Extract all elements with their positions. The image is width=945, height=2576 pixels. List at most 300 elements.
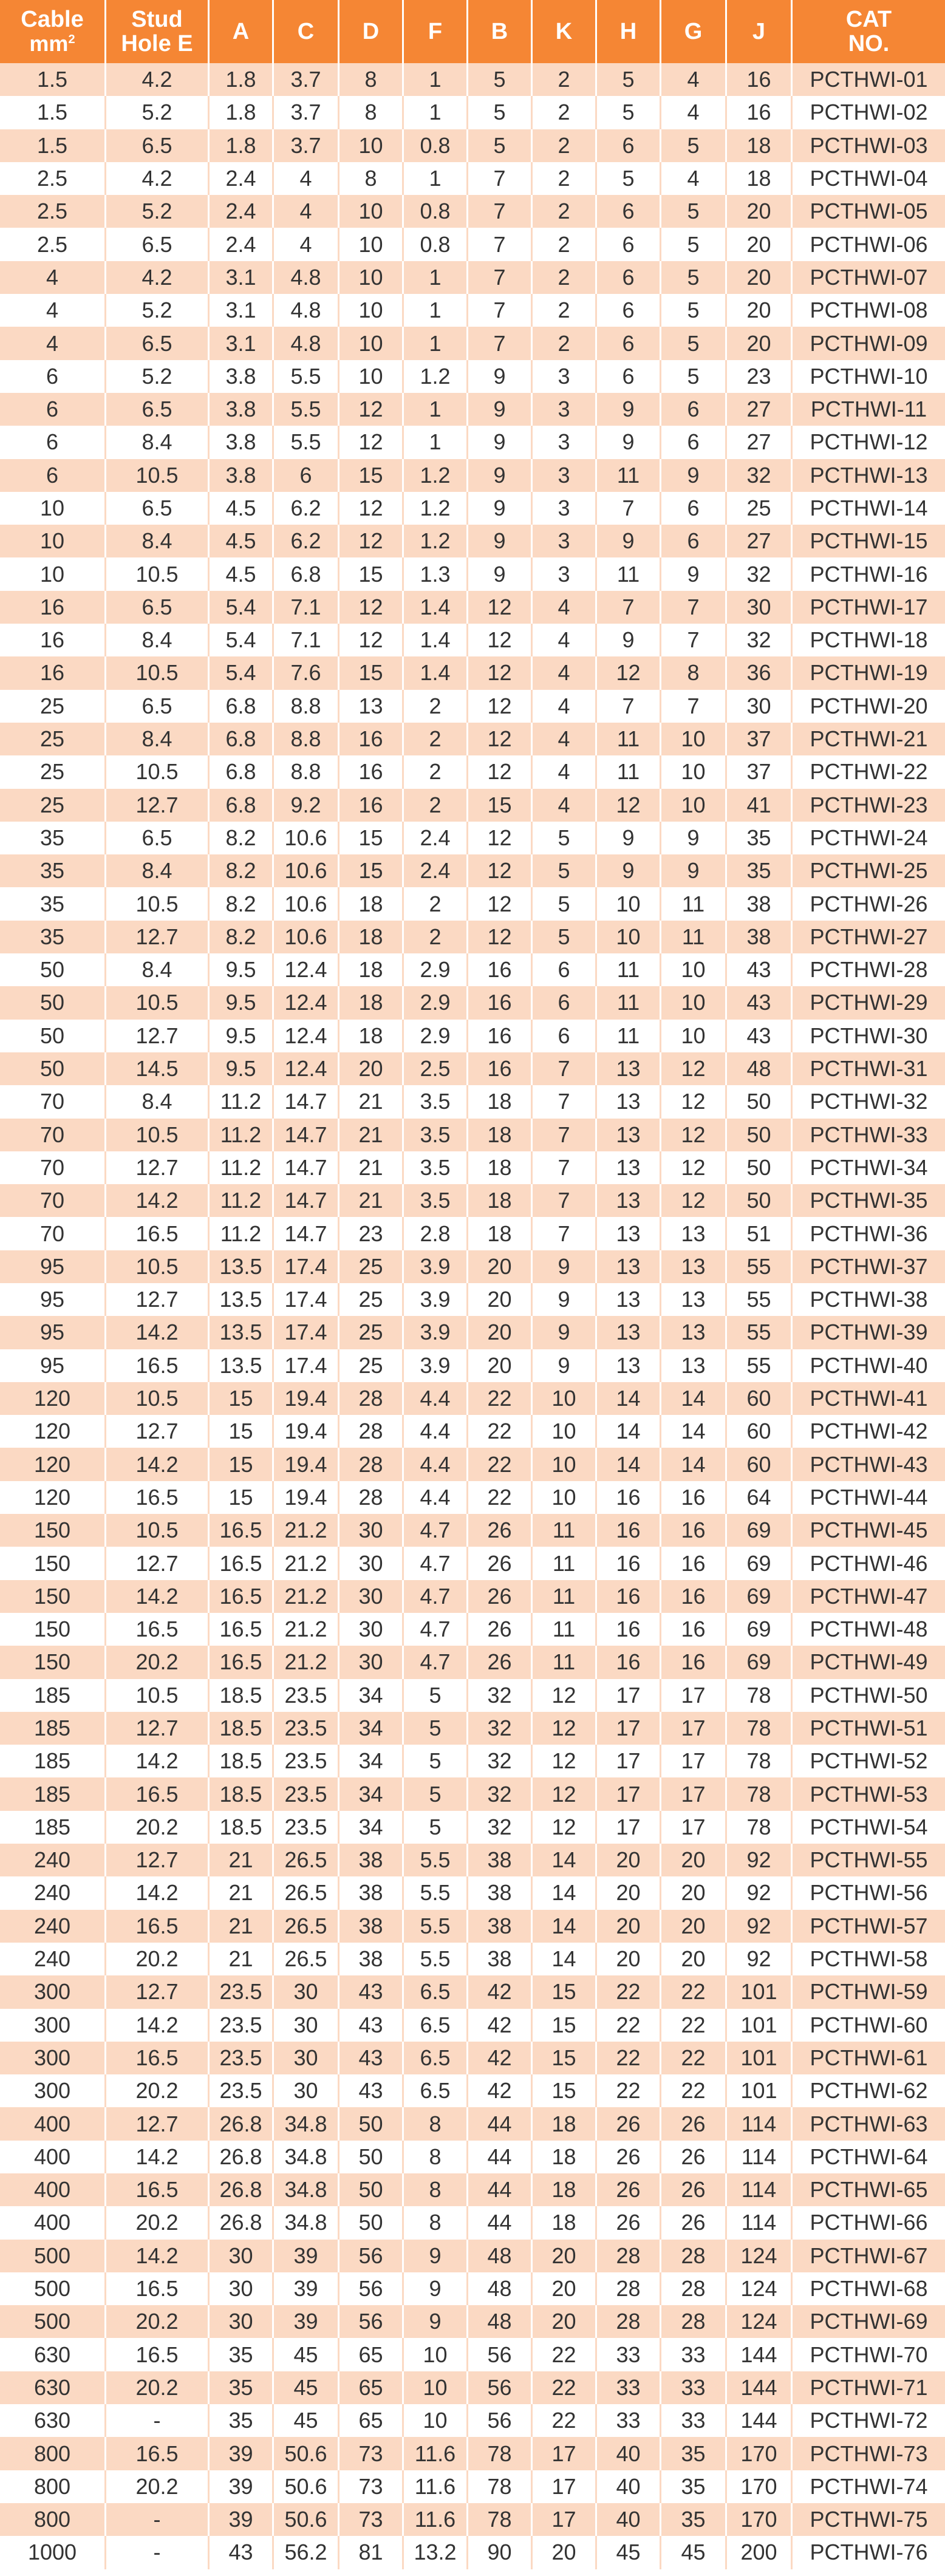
cell-f: 4.7 xyxy=(402,1646,466,1678)
table-row xyxy=(0,723,945,755)
cell-j: 78 xyxy=(725,1777,791,1810)
cell-d: 18 xyxy=(338,1020,402,1052)
cell-k: 20 xyxy=(531,2305,595,2338)
cell-cat-no: PCTHWI-53 xyxy=(791,1777,945,1810)
cell-d: 15 xyxy=(338,822,402,854)
table-row xyxy=(0,492,945,525)
cell-j: 55 xyxy=(725,1250,791,1283)
cell-k: 3 xyxy=(531,492,595,525)
cell-a: 30 xyxy=(208,2272,272,2305)
cell-a: 15 xyxy=(208,1481,272,1514)
cell-cat-no: PCTHWI-50 xyxy=(791,1679,945,1712)
cell-cable: 70 xyxy=(0,1151,104,1184)
table-row xyxy=(0,1052,945,1085)
cell-a: 30 xyxy=(208,2240,272,2272)
table-row xyxy=(0,1646,945,1678)
cell-cable: 500 xyxy=(0,2305,104,2338)
header-j: J xyxy=(725,0,791,63)
cell-a: 39 xyxy=(208,2503,272,2536)
cell-d: 18 xyxy=(338,986,402,1019)
cell-a: 13.5 xyxy=(208,1283,272,1316)
cell-k: 20 xyxy=(531,2240,595,2272)
cell-j: 32 xyxy=(725,624,791,656)
cell-stud-hole: 14.2 xyxy=(104,1316,208,1349)
cell-cable: 35 xyxy=(0,854,104,887)
cell-b: 42 xyxy=(466,1975,531,2008)
cell-cable: 16 xyxy=(0,591,104,624)
cell-b: 78 xyxy=(466,2503,531,2536)
cell-a: 23.5 xyxy=(208,1975,272,2008)
cell-cat-no: PCTHWI-66 xyxy=(791,2206,945,2239)
cell-g: 22 xyxy=(660,2009,725,2042)
cell-k: 12 xyxy=(531,1745,595,1777)
cell-cat-no: PCTHWI-31 xyxy=(791,1052,945,1085)
table-row xyxy=(0,887,945,920)
cell-d: 34 xyxy=(338,1777,402,1810)
cell-a: 11.2 xyxy=(208,1184,272,1217)
cell-c: 10.6 xyxy=(272,854,338,887)
cell-k: 14 xyxy=(531,1844,595,1876)
cell-d: 21 xyxy=(338,1151,402,1184)
cell-b: 5 xyxy=(466,63,531,96)
cell-j: 18 xyxy=(725,129,791,162)
cell-k: 3 xyxy=(531,557,595,590)
cell-cable: 240 xyxy=(0,1910,104,1943)
cell-f: 8 xyxy=(402,2141,466,2173)
cell-k: 14 xyxy=(531,1876,595,1909)
cell-cat-no: PCTHWI-52 xyxy=(791,1745,945,1777)
cell-h: 22 xyxy=(595,2074,660,2107)
cell-c: 21.2 xyxy=(272,1547,338,1579)
table-row xyxy=(0,1745,945,1777)
cell-f: 3.5 xyxy=(402,1119,466,1151)
cell-stud-hole: 12.7 xyxy=(104,921,208,953)
cell-a: 26.8 xyxy=(208,2206,272,2239)
cell-g: 16 xyxy=(660,1514,725,1547)
cell-stud-hole: 16.5 xyxy=(104,2338,208,2371)
cell-b: 32 xyxy=(466,1712,531,1745)
header-cat-label-2: NO. xyxy=(848,31,890,56)
cell-j: 55 xyxy=(725,1316,791,1349)
cell-cat-no: PCTHWI-32 xyxy=(791,1085,945,1118)
cell-c: 23.5 xyxy=(272,1712,338,1745)
cell-c: 34.8 xyxy=(272,2206,338,2239)
cell-d: 65 xyxy=(338,2338,402,2371)
cell-d: 10 xyxy=(338,294,402,327)
cell-cat-no: PCTHWI-27 xyxy=(791,921,945,953)
cell-a: 5.4 xyxy=(208,656,272,689)
cell-b: 20 xyxy=(466,1349,531,1382)
cell-cat-no: PCTHWI-46 xyxy=(791,1547,945,1579)
cell-stud-hole: 12.7 xyxy=(104,1283,208,1316)
cell-k: 18 xyxy=(531,2141,595,2173)
cell-g: 5 xyxy=(660,327,725,359)
table-row xyxy=(0,1020,945,1052)
cell-c: 39 xyxy=(272,2305,338,2338)
table-row xyxy=(0,2404,945,2437)
cell-f: 5.5 xyxy=(402,1943,466,1975)
cell-j: 20 xyxy=(725,195,791,228)
cell-b: 56 xyxy=(466,2371,531,2404)
cell-b: 12 xyxy=(466,723,531,755)
table-row xyxy=(0,2338,945,2371)
cell-c: 12.4 xyxy=(272,1052,338,1085)
cell-j: 78 xyxy=(725,1811,791,1844)
cell-cable: 800 xyxy=(0,2503,104,2536)
cell-k: 12 xyxy=(531,1777,595,1810)
cell-c: 23.5 xyxy=(272,1745,338,1777)
cell-b: 78 xyxy=(466,2437,531,2470)
table-row xyxy=(0,1184,945,1217)
cell-j: 35 xyxy=(725,854,791,887)
cell-j: 20 xyxy=(725,261,791,294)
table-row xyxy=(0,2173,945,2206)
cell-a: 11.2 xyxy=(208,1217,272,1250)
cell-c: 10.6 xyxy=(272,822,338,854)
cell-a: 3.8 xyxy=(208,426,272,458)
table-row xyxy=(0,2272,945,2305)
cell-j: 36 xyxy=(725,656,791,689)
cell-cable: 185 xyxy=(0,1712,104,1745)
cell-g: 13 xyxy=(660,1283,725,1316)
cell-stud-hole: 16.5 xyxy=(104,2042,208,2074)
cell-k: 4 xyxy=(531,723,595,755)
cell-a: 16.5 xyxy=(208,1547,272,1579)
cell-b: 20 xyxy=(466,1283,531,1316)
cell-h: 6 xyxy=(595,327,660,359)
table-row xyxy=(0,1217,945,1250)
cell-k: 15 xyxy=(531,2009,595,2042)
table-row xyxy=(0,624,945,656)
cell-g: 10 xyxy=(660,789,725,822)
cell-f: 3.5 xyxy=(402,1085,466,1118)
table-row xyxy=(0,2141,945,2173)
cell-cable: 1.5 xyxy=(0,96,104,129)
cell-d: 15 xyxy=(338,854,402,887)
cell-cable: 240 xyxy=(0,1943,104,1975)
cell-h: 20 xyxy=(595,1876,660,1909)
cell-h: 11 xyxy=(595,986,660,1019)
cell-d: 21 xyxy=(338,1184,402,1217)
table-row xyxy=(0,1250,945,1283)
cell-b: 32 xyxy=(466,1777,531,1810)
table-row xyxy=(0,1119,945,1151)
cell-cable: 4 xyxy=(0,261,104,294)
table-row xyxy=(0,1349,945,1382)
cell-j: 78 xyxy=(725,1712,791,1745)
cell-h: 17 xyxy=(595,1679,660,1712)
table-row xyxy=(0,2371,945,2404)
cell-j: 114 xyxy=(725,2107,791,2140)
table-row xyxy=(0,426,945,458)
cell-a: 16.5 xyxy=(208,1580,272,1613)
cell-c: 3.7 xyxy=(272,96,338,129)
table-header xyxy=(0,0,945,63)
cell-cable: 2.5 xyxy=(0,228,104,261)
cell-j: 60 xyxy=(725,1415,791,1448)
cell-cat-no: PCTHWI-20 xyxy=(791,690,945,723)
cell-h: 13 xyxy=(595,1085,660,1118)
cell-d: 12 xyxy=(338,624,402,656)
table-row xyxy=(0,953,945,986)
table-row xyxy=(0,2503,945,2536)
cell-a: 2.4 xyxy=(208,162,272,195)
cell-k: 11 xyxy=(531,1580,595,1613)
cell-b: 44 xyxy=(466,2206,531,2239)
cell-j: 50 xyxy=(725,1184,791,1217)
cell-f: 1.4 xyxy=(402,624,466,656)
cell-stud-hole: 6.5 xyxy=(104,690,208,723)
cell-h: 33 xyxy=(595,2338,660,2371)
cell-cat-no: PCTHWI-21 xyxy=(791,723,945,755)
cell-a: 2.4 xyxy=(208,228,272,261)
table-row xyxy=(0,1613,945,1646)
cell-g: 7 xyxy=(660,624,725,656)
cell-h: 17 xyxy=(595,1745,660,1777)
cell-a: 8.2 xyxy=(208,854,272,887)
cell-j: 124 xyxy=(725,2305,791,2338)
cell-g: 35 xyxy=(660,2437,725,2470)
cell-k: 6 xyxy=(531,953,595,986)
cell-c: 50.6 xyxy=(272,2470,338,2503)
cell-stud-hole: 20.2 xyxy=(104,2470,208,2503)
cell-b: 7 xyxy=(466,195,531,228)
cell-cat-no: PCTHWI-57 xyxy=(791,1910,945,1943)
cell-k: 2 xyxy=(531,228,595,261)
cell-f: 6.5 xyxy=(402,1975,466,2008)
cell-f: 1 xyxy=(402,426,466,458)
cell-stud-hole: 10.5 xyxy=(104,1679,208,1712)
cell-c: 3.7 xyxy=(272,63,338,96)
cell-cable: 120 xyxy=(0,1481,104,1514)
cell-g: 14 xyxy=(660,1415,725,1448)
cell-c: 23.5 xyxy=(272,1811,338,1844)
cell-h: 12 xyxy=(595,656,660,689)
cell-cat-no: PCTHWI-49 xyxy=(791,1646,945,1678)
cell-d: 12 xyxy=(338,492,402,525)
cell-g: 11 xyxy=(660,887,725,920)
cell-cable: 630 xyxy=(0,2404,104,2437)
cell-g: 12 xyxy=(660,1119,725,1151)
cell-c: 56.2 xyxy=(272,2536,338,2569)
cell-a: 6.8 xyxy=(208,789,272,822)
cell-k: 14 xyxy=(531,1910,595,1943)
cell-cable: 10 xyxy=(0,557,104,590)
cell-f: 4.7 xyxy=(402,1514,466,1547)
table-row xyxy=(0,921,945,953)
cell-k: 11 xyxy=(531,1514,595,1547)
cell-a: 18.5 xyxy=(208,1712,272,1745)
cell-b: 20 xyxy=(466,1316,531,1349)
cell-a: 21 xyxy=(208,1943,272,1975)
cell-h: 13 xyxy=(595,1052,660,1085)
cell-a: 15 xyxy=(208,1448,272,1481)
cell-stud-hole: 6.5 xyxy=(104,327,208,359)
cell-a: 9.5 xyxy=(208,953,272,986)
cell-k: 11 xyxy=(531,1613,595,1646)
cell-g: 5 xyxy=(660,360,725,393)
cell-h: 6 xyxy=(595,195,660,228)
cell-stud-hole: 10.5 xyxy=(104,1514,208,1547)
cell-cat-no: PCTHWI-43 xyxy=(791,1448,945,1481)
cell-f: 5.5 xyxy=(402,1876,466,1909)
cell-c: 21.2 xyxy=(272,1514,338,1547)
cell-g: 35 xyxy=(660,2503,725,2536)
cell-h: 14 xyxy=(595,1415,660,1448)
cell-c: 14.7 xyxy=(272,1217,338,1250)
cell-cable: 50 xyxy=(0,1052,104,1085)
cell-stud-hole: 12.7 xyxy=(104,1020,208,1052)
cell-a: 3.8 xyxy=(208,459,272,492)
cell-j: 55 xyxy=(725,1349,791,1382)
cell-h: 11 xyxy=(595,953,660,986)
cell-d: 73 xyxy=(338,2470,402,2503)
cell-d: 28 xyxy=(338,1448,402,1481)
cell-cable: 25 xyxy=(0,789,104,822)
cell-cable: 185 xyxy=(0,1679,104,1712)
cell-h: 22 xyxy=(595,2042,660,2074)
cell-b: 44 xyxy=(466,2173,531,2206)
cell-a: 30 xyxy=(208,2305,272,2338)
cell-d: 16 xyxy=(338,755,402,788)
cell-cat-no: PCTHWI-33 xyxy=(791,1119,945,1151)
cell-cat-no: PCTHWI-63 xyxy=(791,2107,945,2140)
cell-b: 12 xyxy=(466,822,531,854)
cell-c: 12.4 xyxy=(272,986,338,1019)
cell-c: 34.8 xyxy=(272,2107,338,2140)
cell-stud-hole: 14.2 xyxy=(104,2009,208,2042)
cell-f: 10 xyxy=(402,2404,466,2437)
cell-cat-no: PCTHWI-38 xyxy=(791,1283,945,1316)
cell-cable: 6 xyxy=(0,459,104,492)
cell-cat-no: PCTHWI-64 xyxy=(791,2141,945,2173)
cell-cat-no: PCTHWI-41 xyxy=(791,1382,945,1415)
table-row xyxy=(0,2240,945,2272)
cell-c: 5.5 xyxy=(272,393,338,426)
cell-stud-hole: 20.2 xyxy=(104,2305,208,2338)
cell-h: 17 xyxy=(595,1811,660,1844)
cell-stud-hole: 5.2 xyxy=(104,96,208,129)
cell-b: 22 xyxy=(466,1415,531,1448)
cell-g: 26 xyxy=(660,2107,725,2140)
cell-cable: 300 xyxy=(0,2074,104,2107)
cell-j: 30 xyxy=(725,591,791,624)
cell-cat-no: PCTHWI-44 xyxy=(791,1481,945,1514)
cell-cat-no: PCTHWI-17 xyxy=(791,591,945,624)
cell-k: 10 xyxy=(531,1448,595,1481)
cell-h: 7 xyxy=(595,690,660,723)
cell-cat-no: PCTHWI-16 xyxy=(791,557,945,590)
cell-b: 18 xyxy=(466,1217,531,1250)
cell-f: 5.5 xyxy=(402,1844,466,1876)
cell-f: 13.2 xyxy=(402,2536,466,2569)
cell-stud-hole: 20.2 xyxy=(104,2074,208,2107)
cell-k: 22 xyxy=(531,2404,595,2437)
cell-g: 9 xyxy=(660,459,725,492)
cell-cat-no: PCTHWI-60 xyxy=(791,2009,945,2042)
cell-cat-no: PCTHWI-69 xyxy=(791,2305,945,2338)
header-row xyxy=(0,0,945,63)
cell-k: 4 xyxy=(531,755,595,788)
cell-j: 64 xyxy=(725,1481,791,1514)
cell-cat-no: PCTHWI-15 xyxy=(791,525,945,557)
cell-k: 5 xyxy=(531,854,595,887)
cell-g: 7 xyxy=(660,591,725,624)
cell-a: 9.5 xyxy=(208,986,272,1019)
cell-g: 22 xyxy=(660,2074,725,2107)
cell-cat-no: PCTHWI-58 xyxy=(791,1943,945,1975)
cell-h: 13 xyxy=(595,1349,660,1382)
cell-g: 35 xyxy=(660,2470,725,2503)
cell-d: 38 xyxy=(338,1943,402,1975)
cell-f: 1 xyxy=(402,327,466,359)
cell-j: 23 xyxy=(725,360,791,393)
cell-cable: 150 xyxy=(0,1547,104,1579)
cell-d: 28 xyxy=(338,1415,402,1448)
cell-h: 40 xyxy=(595,2437,660,2470)
cell-d: 43 xyxy=(338,2074,402,2107)
cell-k: 10 xyxy=(531,1481,595,1514)
cell-c: 6.2 xyxy=(272,492,338,525)
cell-k: 9 xyxy=(531,1250,595,1283)
header-g: G xyxy=(660,0,725,63)
cell-d: 8 xyxy=(338,96,402,129)
cell-d: 34 xyxy=(338,1745,402,1777)
cell-k: 9 xyxy=(531,1283,595,1316)
cell-b: 9 xyxy=(466,426,531,458)
cell-stud-hole: 5.2 xyxy=(104,360,208,393)
cell-k: 15 xyxy=(531,2074,595,2107)
cell-stud-hole: 8.4 xyxy=(104,426,208,458)
cell-stud-hole: 16.5 xyxy=(104,1777,208,1810)
cell-stud-hole: 20.2 xyxy=(104,2371,208,2404)
cell-d: 65 xyxy=(338,2371,402,2404)
cell-k: 2 xyxy=(531,96,595,129)
table-row xyxy=(0,2305,945,2338)
cell-d: 30 xyxy=(338,1514,402,1547)
cell-cable: 1.5 xyxy=(0,63,104,96)
cell-g: 12 xyxy=(660,1184,725,1217)
cell-d: 28 xyxy=(338,1382,402,1415)
cell-k: 7 xyxy=(531,1217,595,1250)
cell-a: 35 xyxy=(208,2371,272,2404)
cell-stud-hole: - xyxy=(104,2404,208,2437)
table-row xyxy=(0,854,945,887)
cell-d: 10 xyxy=(338,228,402,261)
table-row xyxy=(0,1448,945,1481)
cell-k: 14 xyxy=(531,1943,595,1975)
cell-stud-hole: 8.4 xyxy=(104,953,208,986)
cell-j: 32 xyxy=(725,557,791,590)
cell-cat-no: PCTHWI-62 xyxy=(791,2074,945,2107)
cell-a: 9.5 xyxy=(208,1052,272,1085)
cell-d: 13 xyxy=(338,690,402,723)
header-stud-hole xyxy=(104,0,208,63)
cell-g: 12 xyxy=(660,1151,725,1184)
cell-j: 114 xyxy=(725,2173,791,2206)
cell-b: 16 xyxy=(466,1052,531,1085)
cell-j: 101 xyxy=(725,1975,791,2008)
cell-cable: 150 xyxy=(0,1580,104,1613)
cell-j: 101 xyxy=(725,2009,791,2042)
cell-h: 13 xyxy=(595,1119,660,1151)
cell-a: 21 xyxy=(208,1844,272,1876)
cell-h: 26 xyxy=(595,2107,660,2140)
cell-k: 20 xyxy=(531,2272,595,2305)
cell-b: 12 xyxy=(466,690,531,723)
cell-g: 4 xyxy=(660,63,725,96)
cell-a: 39 xyxy=(208,2470,272,2503)
